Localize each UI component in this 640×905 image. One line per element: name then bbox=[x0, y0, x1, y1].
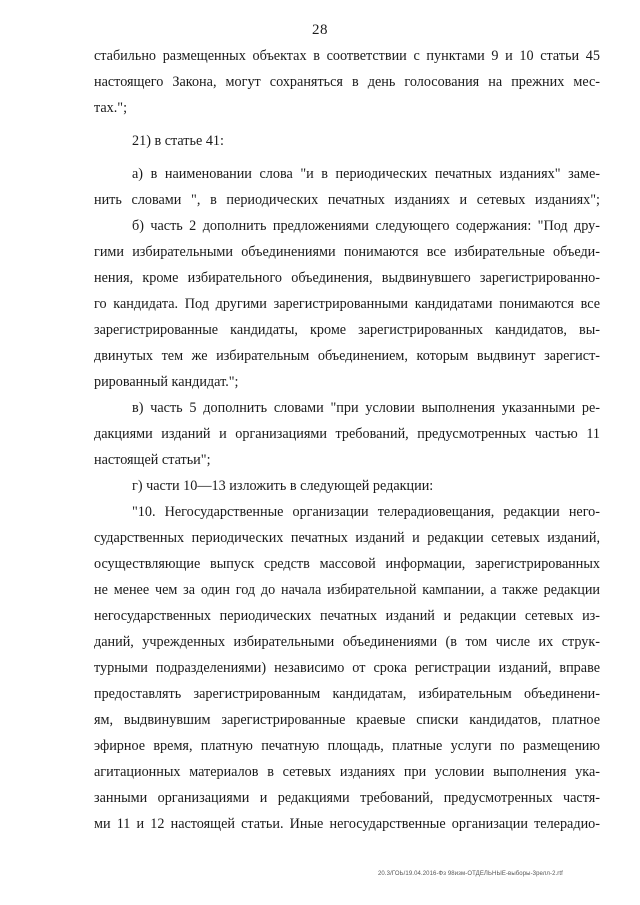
text-line: дакциями изданий и организациями требований, предусмотренных частью 11 bbox=[94, 426, 600, 442]
text-line: рированный кандидат."; bbox=[94, 374, 239, 390]
document-footer-id: 20.3/ГОЬ/19.04.2016-Фз 98изм-ОТДЕЛЬНЫЕ-выборы-3релл-2.rtf bbox=[378, 871, 563, 877]
text-line: настоящего Закона, могут сохраняться в день голосования на прежних мес- bbox=[94, 74, 600, 90]
text-line: настоящей статьи"; bbox=[94, 452, 211, 468]
page-number: 28 bbox=[312, 22, 328, 38]
document-body bbox=[94, 43, 600, 837]
text-line: гими избирательными объединениями понимаются все избирательные объеди- bbox=[94, 244, 600, 260]
text-line: нить словами ", в периодических печатных изданиях и сетевых изданиях"; bbox=[94, 192, 600, 208]
text-line: эфирное время, платную печатную площадь, платные услуги по размещению bbox=[94, 738, 600, 754]
text-line: г) части 10—13 изложить в следующей редакции: bbox=[132, 478, 434, 494]
text-line: а) в наименовании слова "и в периодических печатных изданиях" заме- bbox=[132, 166, 600, 182]
text-line: зарегистрированные кандидаты, кроме зарегистрированных кандидатов, вы- bbox=[94, 322, 600, 338]
text-line: "10. Негосударственные организации телерадиовещания, редакции него- bbox=[132, 504, 600, 520]
text-line: го кандидата. Под другими зарегистрированными кандидатами понимаются все bbox=[94, 296, 600, 312]
text-line: занными организациями и редакциями требований, предусмотренных частя- bbox=[94, 790, 600, 806]
text-line: тах."; bbox=[94, 100, 128, 116]
text-line: агитационных материалов в сетевых изданиях при условии выполнения ука- bbox=[94, 764, 600, 780]
text-line: турными подразделениями) независимо от срока регистрации изданий, вправе bbox=[94, 660, 600, 676]
text-line: не менее чем за один год до начала избирательной кампании, а также редакции bbox=[94, 582, 600, 598]
text-line: 21) в статье 41: bbox=[132, 133, 224, 149]
text-line: в) часть 5 дополнить словами "при условии выполнения указанными ре- bbox=[132, 400, 600, 416]
text-line: б) часть 2 дополнить предложениями следующего содержания: "Под дру- bbox=[132, 218, 600, 234]
text-line: осуществляющие выпуск средств массовой информации, зарегистрированных bbox=[94, 556, 600, 572]
text-line: предоставлять зарегистрированным кандидатам, избирательным объединени- bbox=[94, 686, 600, 702]
text-line: ми 11 и 12 настоящей статьи. Иные негосударственные организации телерадио- bbox=[94, 816, 600, 832]
text-line: даний, учрежденных избирательными объединениями (в том числе их струк- bbox=[94, 634, 600, 650]
text-line: стабильно размещенных объектах в соответствии с пунктами 9 и 10 статьи 45 bbox=[94, 48, 600, 64]
text-line: сударственных периодических печатных изданий и редакции сетевых изданий, bbox=[94, 530, 600, 546]
text-line: нения, кроме избирательного объединения, выдвинувшего зарегистрированно- bbox=[94, 270, 600, 286]
text-line: ям, выдвинувшим зарегистрированные краевые списки кандидатов, платное bbox=[94, 712, 600, 728]
text-line: негосударственных периодических печатных изданий и редакции сетевых из- bbox=[94, 608, 600, 624]
text-line: двинутых тем же избирательным объединением, которым выдвинут зарегист- bbox=[94, 348, 600, 364]
